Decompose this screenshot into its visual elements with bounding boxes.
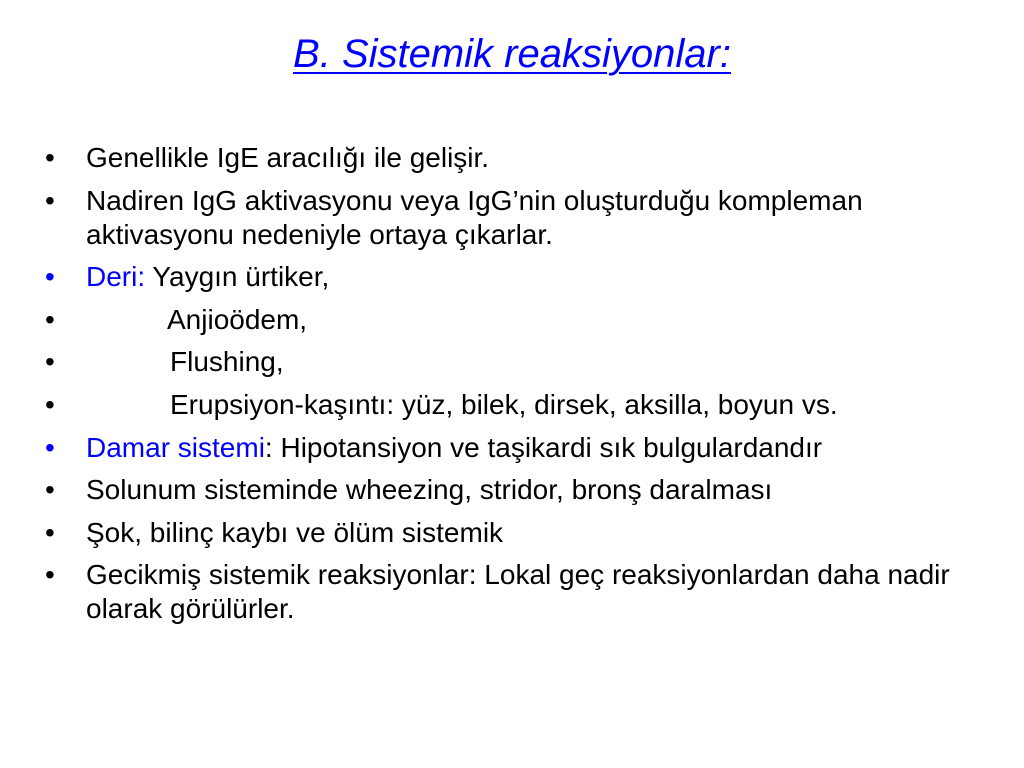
bullet-item-10 [40, 558, 990, 626]
bullet-highlight-label: Deri: [86, 261, 146, 293]
bullet-item-9 [40, 516, 990, 550]
bullet-glyph: • [45, 261, 55, 293]
bullet-highlight-label: Damar sistemi [86, 431, 265, 463]
bullet-glyph: • [45, 474, 55, 506]
bullet-glyph: • [45, 184, 55, 216]
bullet-glyph: • [45, 142, 55, 173]
bullet-text: Gecikmiş sistemik reaksiyonlar: Lokal geç reaksiyonlardan daha nadir olarak görülürler. [86, 559, 950, 625]
bullet-item-3 [40, 260, 990, 294]
bullet-item-7 [40, 431, 990, 465]
bullet-item-1 [40, 141, 990, 175]
bullet-text: : Hipotansiyon ve taşikardi sık bulgulardandır [264, 431, 823, 463]
bullet-item-6 [40, 388, 990, 422]
bullet-glyph: • [45, 516, 55, 548]
bullet-glyph: • [45, 346, 55, 378]
bullet-glyph: • [45, 303, 55, 335]
bullet-glyph: • [45, 431, 55, 463]
bullet-item-4 [40, 303, 990, 337]
bullet-text: Erupsiyon-kaşıntı: yüz, bilek, dirsek, aksilla, boyun vs. [170, 388, 838, 420]
bullet-text: Şok, bilinç kaybı ve ölüm sistemik [86, 516, 504, 548]
bullet-item-8 [40, 473, 990, 507]
bullet-glyph: • [45, 559, 55, 591]
bullet-text: Nadiren IgG aktivasyonu veya IgG’nin oluşturduğu kompleman aktivasyonu nedeniyle ortaya çıkarlar. [86, 184, 863, 250]
bullet-text: Yaygın ürtiker, [145, 261, 330, 293]
bullet-list [40, 141, 990, 626]
bullet-text: Solunum sisteminde wheezing, stridor, bronş daralması [86, 474, 773, 506]
bullet-text: Anjioödem, [167, 303, 308, 335]
slide-title: B. Sistemik reaksiyonlar: [293, 32, 731, 76]
bullet-text: Flushing, [170, 346, 284, 378]
bullet-glyph: • [45, 388, 55, 420]
bullet-text: Genellikle IgE aracılığı ile gelişir. [86, 142, 490, 173]
slide-content [40, 141, 990, 635]
bullet-item-5 [40, 345, 990, 379]
bullet-item-2 [40, 184, 990, 252]
